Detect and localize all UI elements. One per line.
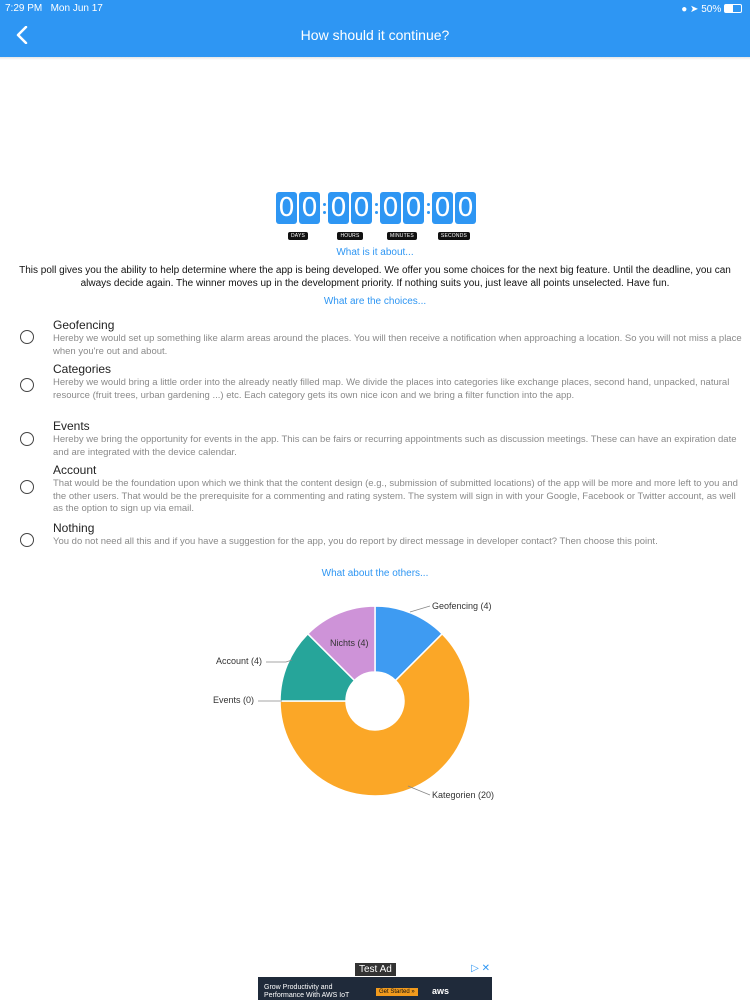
header-divider <box>0 57 750 60</box>
choice-description: You do not need all this and if you have a suggestion for the app, you do report by direct message in developer contact? Then choose this point. <box>53 536 658 547</box>
status-time: 7:29 PM Mon Jun 17 <box>5 3 103 14</box>
choice-title: Categories <box>53 362 112 376</box>
countdown-label: DAYS <box>288 232 308 240</box>
digit: 0 <box>276 192 297 224</box>
choice-description: Hereby we bring the opportunity for events in the app. This can be fairs or recurring appointments such as discussion meetings. These can have an expiration date and are integrated with the device calendar. <box>53 434 737 458</box>
location-icon: ➤ <box>690 4 699 15</box>
pie-label-kategorien: Kategorien (20) <box>432 790 495 800</box>
page-title: How should it continue? <box>300 27 450 43</box>
digit: 0 <box>403 192 424 224</box>
countdown-label: HOURS <box>337 232 362 240</box>
radio-nothing[interactable] <box>20 533 34 547</box>
countdown-minutes <box>380 192 424 242</box>
countdown-seconds <box>432 192 476 242</box>
results-donut-chart <box>0 590 750 820</box>
countdown-days <box>276 192 320 242</box>
separator <box>424 192 432 224</box>
digit: 0 <box>455 192 476 224</box>
section-choices: What are the choices... <box>323 296 427 307</box>
ad-brand: aws <box>432 986 450 996</box>
choice-title: Account <box>53 463 97 477</box>
pie-leader-line <box>408 786 430 795</box>
ad-cta-button[interactable]: Get Started » <box>376 988 418 996</box>
choice-description: Hereby we would set up something like alarm areas around the places. You will then receive a notification when approaching a location. So you will not miss a place when you're out and about. <box>53 333 742 357</box>
pie-label-geofencing: Geofencing (4) <box>432 601 492 611</box>
radio-geofencing[interactable] <box>20 330 34 344</box>
countdown-label: MINUTES <box>387 232 417 240</box>
battery-icon <box>724 4 742 13</box>
choice-title: Geofencing <box>53 318 115 332</box>
ad-content[interactable] <box>258 977 492 1000</box>
choice-title: Events <box>53 419 90 433</box>
radio-categories[interactable] <box>20 378 34 392</box>
status-bar <box>0 0 750 16</box>
app-header <box>0 0 750 57</box>
pie-leader-line <box>410 606 430 612</box>
pie-label-nichts: Nichts (4) <box>330 638 369 648</box>
countdown-timer <box>276 192 476 242</box>
ad-close-icon[interactable]: ▷ ✕ <box>471 963 490 974</box>
radio-account[interactable] <box>20 480 34 494</box>
digit: 0 <box>380 192 401 224</box>
separator <box>320 192 328 224</box>
digit: 0 <box>299 192 320 224</box>
pie-leader-line <box>266 660 292 662</box>
ad-text: Grow Productivity and Performance With AWS IoT <box>264 984 350 999</box>
digit: 0 <box>351 192 372 224</box>
radio-events[interactable] <box>20 432 34 446</box>
choice-description: That would be the foundation upon which we think that the content design (e.g., submission of submitted locations) of the app will be more and more left to you and the other users. That would be the prerequisite for a commenting and rating system. The system will sign in with your Google, Facebook or Twitter account, as well as the option to sign up via email. <box>53 478 738 514</box>
digit: 0 <box>432 192 453 224</box>
pie-label-events: Events (0) <box>212 695 254 705</box>
pie-label-account: Account (4) <box>215 656 262 666</box>
choice-title: Nothing <box>53 521 95 535</box>
status-right <box>681 3 742 15</box>
battery-percent: 50% <box>701 4 722 15</box>
section-about: What is it about... <box>336 247 414 258</box>
ad-banner[interactable] <box>258 963 492 1000</box>
intro-text: This poll gives you the ability to help determine where the app is being developed. We offer you some choices for the next big feature. Until the deadline, you can always decide again. The winner moves up in the development priority. If nothing suits you, just leave all points unselected. Have fun. <box>19 265 731 289</box>
wifi-icon: ● <box>681 4 688 15</box>
choice-description: Hereby we would bring a little order into the already neatly filled map. We divide the places into categories like exchange places, second hand, unpacked, natural resource (fruit trees, urban gardening ...) etc. Each category gets its own nice icon and we bring a filter function into the app. <box>53 377 730 401</box>
separator <box>372 192 380 224</box>
section-others: What about the others... <box>321 568 429 579</box>
ad-tag: Test Ad <box>355 963 396 976</box>
digit: 0 <box>328 192 349 224</box>
countdown-hours <box>328 192 372 242</box>
countdown-label: SECONDS <box>438 232 470 240</box>
